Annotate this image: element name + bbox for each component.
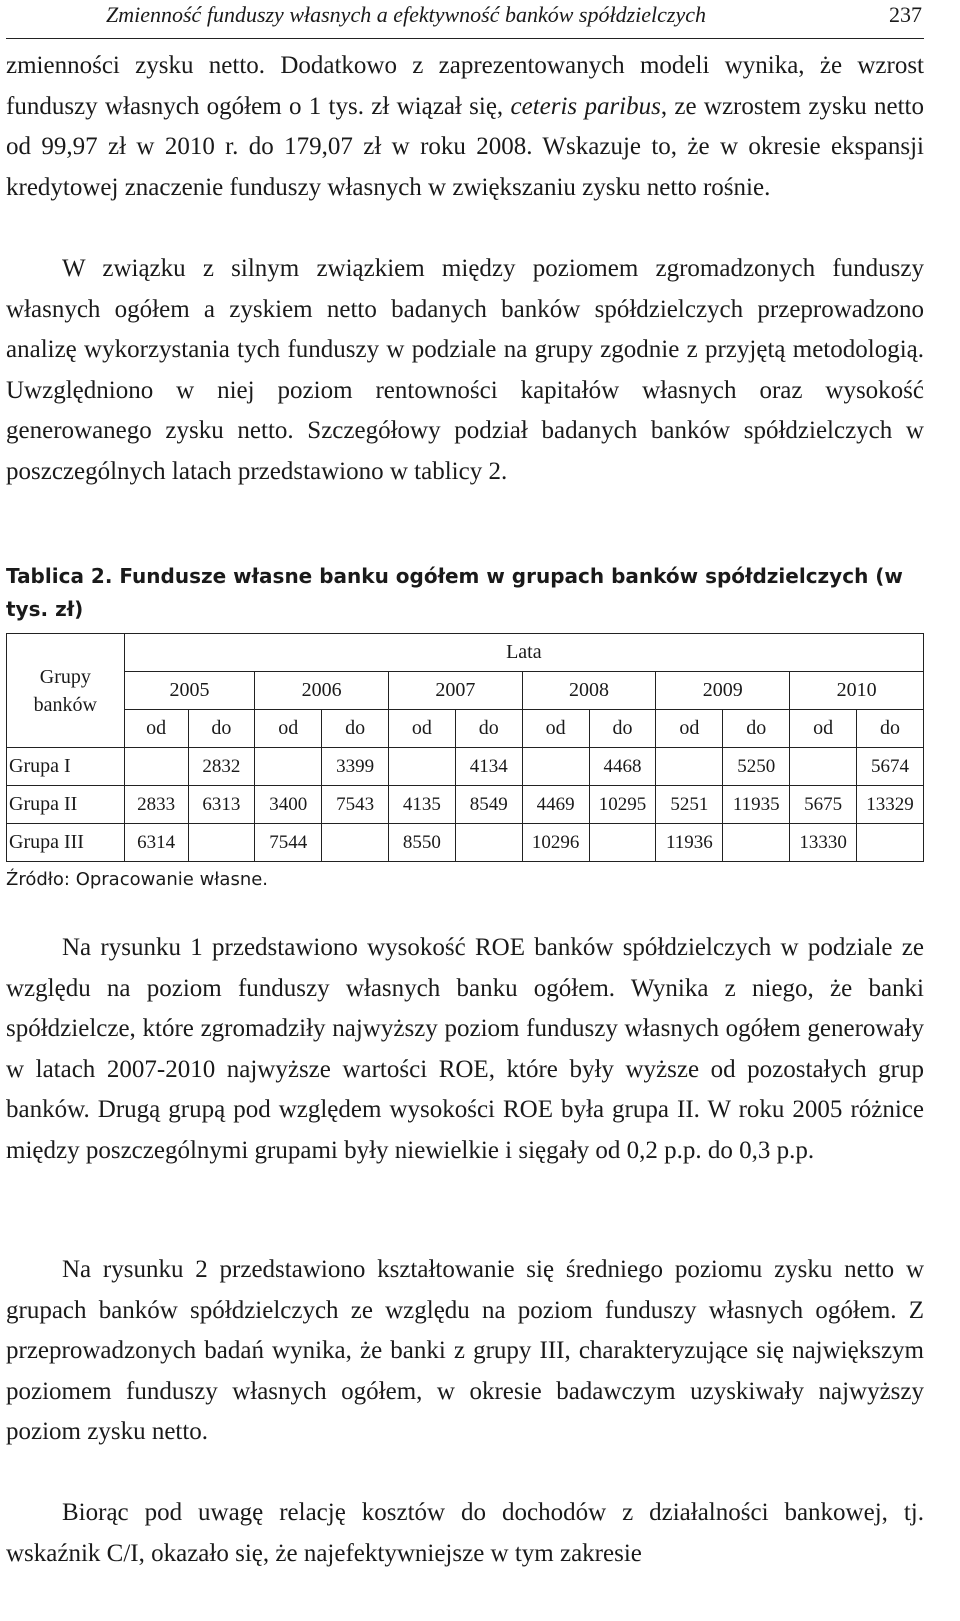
page-number: 237 [889,2,922,27]
table-cell [455,824,522,862]
table-header-row-lata [7,634,924,672]
table-cell [188,824,255,862]
table-cell [389,748,456,786]
table-row [7,748,924,786]
table-cell: 11936 [656,824,723,862]
table-od-header: od [656,710,723,748]
table-od-header: od [522,710,589,748]
paragraph-1-text: zmienności zysku netto. Dodatkowo z zaprezentowanych modeli wynika, że wzrost funduszy własnych ogółem o 1 tys. zł wiązał się, [6,52,924,120]
table-header-row-years [7,672,924,710]
table-body [7,748,924,862]
table-cell: 10296 [522,824,589,862]
table-cell [322,824,389,862]
table-cell: 4469 [522,786,589,824]
table-corner-grupy-bankow: Grupy banków [7,634,125,748]
table-cell: 8550 [389,824,456,862]
table-year-2010: 2010 [790,672,924,710]
table-do-header: do [455,710,522,748]
table-cell [857,824,924,862]
paragraph-2-text: W związku z silnym związkiem między poziomem zgromadzonych funduszy własnych ogółem a zyskiem netto badanych banków spółdzielczych przeprowadzono analizę wykorzystania tych funduszy w podziale na grupy zgodnie z przyjętą metodologią. Uwzględniono w niej poziom rentowności kapitałów własnych oraz wysokość generowanego zysku netto. Szczegółowy podział badanych banków spółdzielczych w poszczególnych latach przedstawiono w tablicy 2. [6,255,924,485]
table-row [7,824,924,862]
table-row [7,786,924,824]
table-cell [124,748,188,786]
paragraph-1-italic: ceteris paribus [510,92,661,120]
paragraph-4 [6,1250,924,1453]
table-cell [522,748,589,786]
table-source: Źródło: Opracowanie własne. [6,869,269,890]
paragraph-1 [6,46,924,208]
table-cell: 4468 [589,748,656,786]
paragraph-2 [6,249,924,493]
table-cell: 5251 [656,786,723,824]
table-cell: 5674 [857,748,924,786]
table-cell [589,824,656,862]
table-do-header: do [322,710,389,748]
table-caption: Tablica 2. Fundusze własne banku ogółem w grupach banków spółdzielczych (w tys. zł) [6,564,903,621]
table-row-label: Grupa I [7,748,125,786]
table-do-header: do [589,710,656,748]
funds-table [6,633,924,862]
table-cell: 2833 [124,786,188,824]
table-cell: 8549 [455,786,522,824]
table-cell: 5675 [790,786,857,824]
table-cell: 2832 [188,748,255,786]
table-od-header: od [790,710,857,748]
paragraph-4-text: Na rysunku 2 przedstawiono kształtowanie się średniego poziomu zysku netto w grupach banków spółdzielczych ze względu na poziom funduszy własnych ogółem. Z przeprowadzonych badań wynika, że banki z grupy III, charakteryzujące się największym poziomem funduszy własnych ogółem, w okresie badawczym uzyskiwały najwyższy poziom zysku netto. [6,1256,924,1446]
table-cell [656,748,723,786]
table-year-2007: 2007 [389,672,523,710]
table-cell: 10295 [589,786,656,824]
running-header-title: Zmienność funduszy własnych a efektywność banków spółdzielczych [106,2,707,27]
table-header-row-od-do [7,710,924,748]
table-cell: 6313 [188,786,255,824]
table-od-header: od [255,710,322,748]
table-cell: 4135 [389,786,456,824]
table-year-2006: 2006 [255,672,389,710]
table-cell: 13329 [857,786,924,824]
table-cell: 3400 [255,786,322,824]
table-cell: 11935 [723,786,790,824]
table-cell: 7544 [255,824,322,862]
paragraph-3 [6,928,924,1172]
running-header [6,0,924,39]
table-cell: 4134 [455,748,522,786]
table-cell: 7543 [322,786,389,824]
table-cell: 13330 [790,824,857,862]
table-cell: 3399 [322,748,389,786]
table-years-heading: Lata [124,634,923,672]
table-year-2005: 2005 [124,672,255,710]
table-cell: 5250 [723,748,790,786]
table-do-header: do [857,710,924,748]
table-row-label: Grupa III [7,824,125,862]
table-cell [723,824,790,862]
table-year-2008: 2008 [522,672,656,710]
table-od-header: od [124,710,188,748]
paragraph-1-rest: , ze wzrostem zysku netto od 99,97 zł w 2010 r. do 179,07 zł w roku 2008. Wskazuje to, że w okresie ekspansji kredytowej znaczenie funduszy własnych w zwiększaniu zysku netto rośnie. [6,92,924,201]
table-do-header: do [188,710,255,748]
paragraph-3-text: Na rysunku 1 przedstawiono wysokość ROE banków spółdzielczych w podziale ze względu na poziom funduszy własnych banku ogółem. Wynika z niego, że banki spółdzielcze, które zgromadziły najwyższy poziom funduszy własnych ogółem generowały w latach 2007-2010 najwyższe wartości ROE, które były wyższe od pozostałych grup banków. Drugą grupą pod względem wysokości ROE była grupa II. W roku 2005 różnice między poszczególnymi grupami były niewielkie i sięgały od 0,2 p.p. do 0,3 p.p. [6,934,924,1164]
table-od-header: od [389,710,456,748]
table-row-label: Grupa II [7,786,125,824]
table-year-2009: 2009 [656,672,790,710]
paragraph-5 [6,1493,924,1574]
table-cell [255,748,322,786]
table-cell [790,748,857,786]
paragraph-5-text: Biorąc pod uwagę relację kosztów do dochodów z działalności bankowej, tj. wskaźnik C/I, okazało się, że najefektywniejsze w tym zakresie [6,1499,924,1567]
table-cell: 6314 [124,824,188,862]
table-do-header: do [723,710,790,748]
